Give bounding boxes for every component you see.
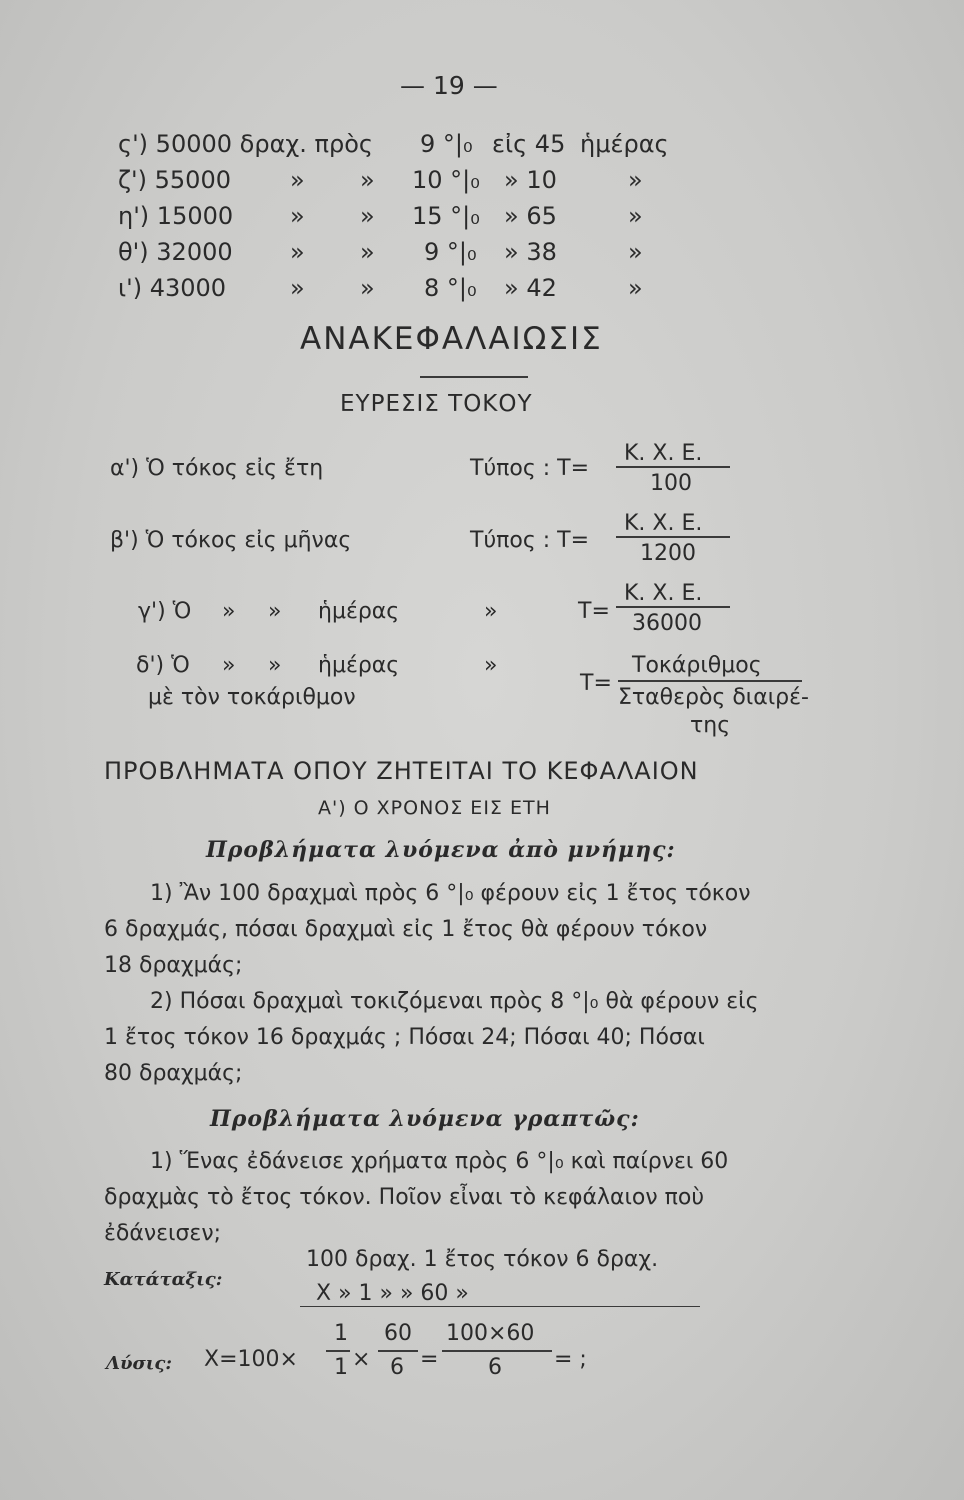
fraction-bar [618,680,802,682]
ditto-mark: » [268,653,282,678]
ditto-mark: » [360,202,375,230]
ditto-mark: » [484,599,498,624]
problems-subheading: Α') Ο ΧΡΟΝΟΣ ΕΙΣ ΕΤΗ [318,797,551,819]
fraction-denominator: 1 [334,1355,348,1380]
problem-text: δραχμὰς τὸ ἔτος τόκον. Ποῖον εἶναι τὸ κεφάλαιον ποὺ [104,1185,705,1210]
ditto-mark: » [484,653,498,678]
formula-note: μὲ τὸν τοκάριθμον [148,685,356,710]
problem-text: 1) Ἕνας ἐδάνεισε χρήματα πρὸς 6 °|₀ καὶ παίρνει 60 [150,1149,729,1174]
ditto-mark: » [360,238,375,266]
written-problems-title: Προβλήματα λυόμενα γραπτῶς: [210,1106,640,1132]
formula-unit: ἡμέρας [318,599,400,624]
problem-text: ἐδάνεισεν; [104,1221,222,1246]
formula-denominator: 100 [650,471,692,496]
mental-problems-title: Προβλήματα λυόμενα ἀπὸ μνήμης: [206,837,676,863]
exercise-rate: 8 °|₀ [424,274,477,302]
exercise-days: » 42 [504,274,557,302]
formula-label: γ') Ὁ [138,599,192,624]
katataxis-rule [300,1306,700,1307]
ditto-mark: » [360,166,375,194]
katataxis-row: Χ » 1 » » 60 » [316,1281,469,1306]
problem-text: 80 δραχμάς; [104,1061,243,1086]
problem-text: 2) Πόσαι δραχμαὶ τοκιζόμεναι πρὸς 8 °|₀ θὰ φέρουν εἰς [150,989,759,1014]
fraction-bar [616,606,730,608]
formula-denominator-cont: της [690,713,731,738]
formula-denominator: Σταθερὸς διαιρέ- [618,685,809,710]
formula-unit: ἡμέρας [318,653,400,678]
fraction-numerator: 1 [334,1321,348,1346]
formula-label: δ') Ὁ [136,653,190,678]
problems-heading: ΠΡΟΒΛΗΜΑΤΑ ΟΠΟΥ ΖΗΤΕΙΤΑΙ ΤΟ ΚΕΦΑΛΑΙΟΝ [104,757,699,785]
exercise-rate: 9 °|₀ [424,238,477,266]
times-sign: × [352,1347,371,1372]
ditto-mark: » [290,274,305,302]
summary-subtitle: ΕΥΡΕΣΙΣ ΤΟΚΟΥ [340,391,533,417]
problem-text: 18 δραχμάς; [104,953,243,978]
ditto-mark: » [360,274,375,302]
exercise-label: ζ') 55000 [118,166,231,194]
formula-numerator: Κ. Χ. Ε. [624,581,703,606]
lysis-end: = ; [554,1347,587,1372]
fraction-bar [616,466,730,468]
fraction-bar [326,1350,350,1352]
equals-sign: = [420,1347,439,1372]
formula-numerator: Κ. Χ. Ε. [624,441,703,466]
fraction-numerator: 60 [384,1321,412,1346]
formula-denominator: 36000 [632,611,702,636]
exercise-label: η') 15000 [118,202,234,230]
fraction-bar [616,536,730,538]
exercise-days: » 65 [504,202,557,230]
formula-type: Τύπος : Τ= [470,528,590,553]
formula-numerator: Κ. Χ. Ε. [624,511,703,536]
problem-text: 1 ἔτος τόκον 16 δραχμάς ; Πόσαι 24; Πόσαι 40; Πόσαι [104,1025,705,1050]
fraction-bar [442,1350,552,1352]
exercise-rate: 9 °|₀ [420,130,473,158]
exercise-label: ς') 50000 δραχ. πρὸς [118,130,373,158]
formula-label: β') Ὁ τόκος εἰς μῆνας [110,528,352,553]
exercise-unit: » [628,166,643,194]
exercise-days: εἰς 45 [492,130,566,158]
ditto-mark: » [222,653,236,678]
exercise-days: » 10 [504,166,557,194]
formula-label: α') Ὁ τόκος εἰς ἔτη [110,456,324,481]
exercise-days: » 38 [504,238,557,266]
ditto-mark: » [222,599,236,624]
ditto-mark: » [290,238,305,266]
fraction-numerator: 100×60 [446,1321,535,1346]
exercise-label: ι') 43000 [118,274,227,302]
exercise-unit: » [628,202,643,230]
katataxis-label: Κατάταξις: [104,1269,223,1290]
page-number: — 19 — [400,71,498,100]
summary-title: ΑΝΑΚΕΦΑΛΑΙΩΣΙΣ [300,321,603,357]
exercise-label: θ') 32000 [118,238,233,266]
lysis-label: Λύσις: [106,1353,173,1374]
exercise-unit: » [628,238,643,266]
problem-text: 6 δραχμάς, πόσαι δραχμαὶ εἰς 1 ἔτος θὰ φέρουν τόκον [104,917,708,942]
formula-eq: Τ= [580,671,612,696]
ditto-mark: » [268,599,282,624]
fraction-denominator: 6 [390,1355,404,1380]
exercise-unit: ἡμέρας [580,130,669,158]
exercise-rate: 10 °|₀ [412,166,480,194]
formula-eq: Τ= [578,599,610,624]
exercise-unit: » [628,274,643,302]
title-underline [420,376,528,378]
formula-denominator: 1200 [640,541,696,566]
katataxis-row: 100 δραχ. 1 ἔτος τόκον 6 δραχ. [306,1247,659,1272]
exercise-rate: 15 °|₀ [412,202,480,230]
fraction-denominator: 6 [488,1355,502,1380]
formula-numerator: Τοκάριθμος [632,653,762,678]
ditto-mark: » [290,166,305,194]
problem-text: 1) Ἂν 100 δραχμαὶ πρὸς 6 °|₀ φέρουν εἰς 1 ἔτος τόκον [150,881,751,906]
lysis-expression: Χ=100× [204,1347,298,1372]
ditto-mark: » [290,202,305,230]
formula-type: Τύπος : Τ= [470,456,590,481]
fraction-bar [378,1350,418,1352]
